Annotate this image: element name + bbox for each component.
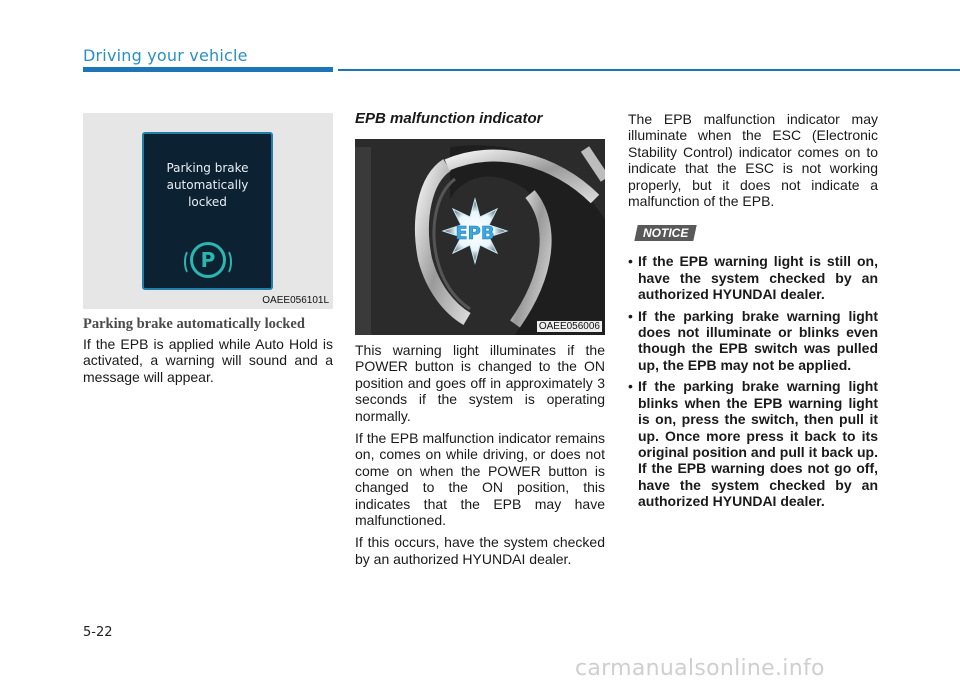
cluster-message-line: automatically xyxy=(166,178,249,192)
middle-body xyxy=(355,342,605,573)
figure-caption: OAEE056101L xyxy=(262,295,329,306)
notice-label-text: NOTICE xyxy=(643,226,689,241)
notice-label xyxy=(634,225,697,241)
cluster-message-line: Parking brake xyxy=(166,161,249,175)
list-item: • If the EPB warning light is still on, have the system checked by an authorized HYUNDAI dealer. xyxy=(628,253,878,302)
notice-list xyxy=(628,253,878,509)
header-rule-thin xyxy=(338,69,960,71)
figure-caption: OAEE056006 xyxy=(538,321,600,332)
list-item: • If the parking brake warning light does not illuminate or blinks even though the EPB switch was pulled up, the EPB may not be applied. xyxy=(628,308,878,374)
cluster-illustration xyxy=(355,139,605,335)
header-rule-thick xyxy=(83,67,333,72)
subheading-auto-locked: Parking brake automatically locked xyxy=(83,316,305,332)
figure-epb-indicator xyxy=(355,139,605,335)
cluster-message xyxy=(144,160,271,211)
cluster-message-line: locked xyxy=(188,195,227,209)
paragraph: If this occurs, have the system checked by an authorized HYUNDAI dealer. xyxy=(355,534,605,567)
right-column xyxy=(628,111,878,515)
list-item: • If the parking brake warning light blinks when the EPB warning light is on, press the switch, then pull it up. Once more press it back to its original position and pull it back up. If the EPB warning does not go off, have the system checked by an authorized HYUNDAI dealer. xyxy=(628,378,878,509)
left-body xyxy=(83,336,333,391)
heading-epb-malfunction: EPB malfunction indicator xyxy=(355,110,543,127)
paragraph: If the EPB is applied while Auto Hold is activated, a warning will sound and a message will appear. xyxy=(83,336,333,385)
parking-brake-icon: P xyxy=(190,242,226,278)
figure-parking-brake-message xyxy=(83,113,333,309)
watermark: carmanualsonline.info xyxy=(575,656,825,681)
page-number: 5-22 xyxy=(83,625,113,640)
paragraph: This warning light illuminates if the POWER button is changed to the ON position and goes off in approximately 3 seconds if the system is operating normally. xyxy=(355,342,605,424)
paragraph: If the EPB malfunction indicator remains on, comes on while driving, or does not come on when the POWER button is changed to the ON position, this indicates that the EPB may have malfunctioned. xyxy=(355,430,605,529)
cluster-screen xyxy=(142,132,273,290)
section-title: Driving your vehicle xyxy=(83,46,248,65)
paragraph: The EPB malfunction indicator may illuminate when the ESC (Electronic Stability Control) indicator comes on to indicate that the ESC is not working properly, but it does not indicate a malfunction of the EPB. xyxy=(628,111,878,210)
epb-indicator-text: EPB xyxy=(455,223,495,244)
